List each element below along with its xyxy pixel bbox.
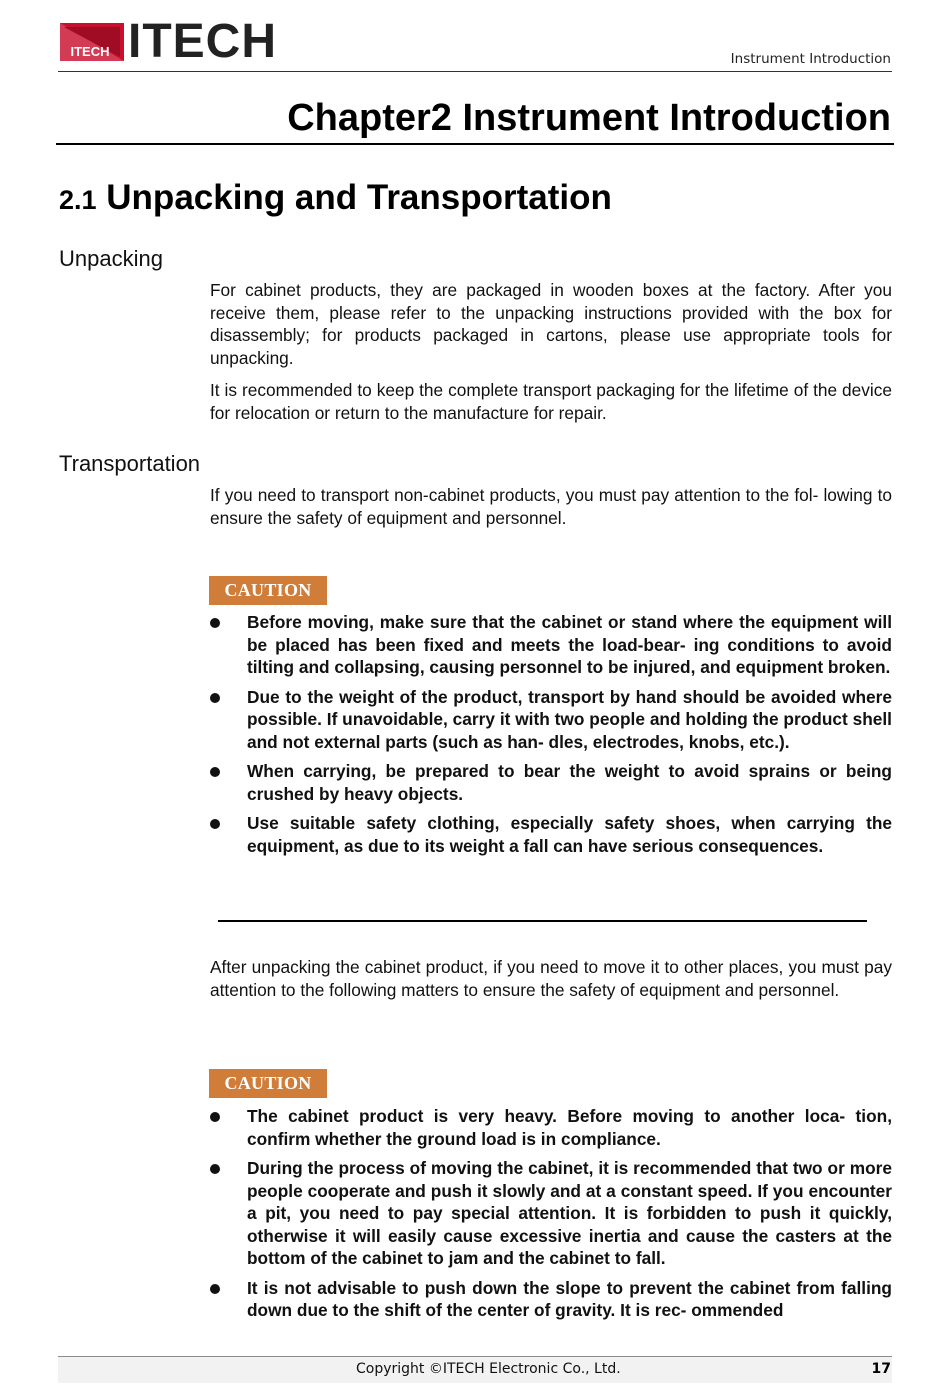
list-item: Before moving, make sure that the cabinet or stand where the equipment will be placed has been fixed and meets the load-bear- ing conditions to avoid tilting and collapsing, causing personnel to be injured, and equipment broken. — [210, 611, 892, 679]
list-item: During the process of moving the cabinet, it is recommended that two or more people cooperate and push it slowly and at a constant speed. If you encounter a pit, you need to pay special attention. It is forbidden to push it quickly, otherwise it will easily cause excessive inertia and cause the casters at the bottom of the cabinet to jam and the cabinet to fall. — [210, 1157, 892, 1270]
chapter-divider — [56, 143, 894, 145]
caution-list-2 — [210, 1105, 892, 1329]
after-unpacking-paragraph: After unpacking the cabinet product, if you need to move it to other places, you must pay attention to the following matters to ensure the safety of equipment and personnel. — [210, 957, 892, 1000]
bullet-icon — [210, 693, 220, 703]
caution-badge-2: CAUTION — [209, 1069, 327, 1098]
svg-text:ITECH: ITECH — [70, 44, 110, 59]
footer-copyright: Copyright ©ITECH Electronic Co., Ltd. — [356, 1361, 621, 1377]
section-title-text: Unpacking and Transportation — [106, 178, 612, 217]
section-title — [59, 176, 612, 222]
list-item: When carrying, be prepared to bear the weight to avoid sprains or being crushed by heavy objects. — [210, 760, 892, 805]
caution-list — [210, 611, 892, 864]
unpacking-paragraph-2: It is recommended to keep the complete transport packaging for the lifetime of the device for relocation or return to the manufacture for repair. — [210, 380, 892, 423]
page-number: 17 — [871, 1361, 891, 1377]
caution-end-divider — [218, 920, 867, 922]
list-item: Due to the weight of the product, transport by hand should be avoided where possible. If unavoidable, carry it with two people and holding the product shell and not external parts (such as han- dles, electrodes, knobs, etc.). — [210, 686, 892, 754]
unpacking-heading: Unpacking — [59, 246, 163, 271]
bullet-icon — [210, 767, 220, 777]
unpacking-paragraph-1: For cabinet products, they are packaged in wooden boxes at the factory. After you receive them, please refer to the unpacking instructions provided with the box for disassembly; for products packaged in cartons, please use appropriate tools for unpacking. — [210, 280, 892, 368]
bullet-icon — [210, 1284, 220, 1294]
bullet-icon — [210, 819, 220, 829]
chapter-title: Chapter2 Instrument Introduction — [287, 97, 891, 139]
bullet-icon — [210, 1112, 220, 1122]
caution-badge: CAUTION — [209, 576, 327, 605]
logo-mark-icon — [60, 23, 124, 61]
section-number: 2.1 — [59, 185, 97, 215]
list-item: It is not advisable to push down the slope to prevent the cabinet from falling down due to the shift of the center of gravity. It is rec- ommended — [210, 1277, 892, 1322]
logo-wordmark: ITECH — [128, 15, 277, 68]
list-item: Use suitable safety clothing, especially safety shoes, when carrying the equipment, as due to its weight a fall can have serious consequences. — [210, 812, 892, 857]
header-divider — [58, 71, 892, 72]
list-item: The cabinet product is very heavy. Before moving to another loca- tion, confirm whether the ground load is in compliance. — [210, 1105, 892, 1150]
itech-logo — [60, 15, 300, 68]
transportation-heading: Transportation — [59, 451, 201, 476]
bullet-icon — [210, 618, 220, 628]
header-section-label: Instrument Introduction — [730, 51, 891, 67]
transportation-intro: If you need to transport non-cabinet products, you must pay attention to the fol- lowing to ensure the safety of equipment and personnel. — [210, 485, 892, 528]
bullet-icon — [210, 1164, 220, 1174]
